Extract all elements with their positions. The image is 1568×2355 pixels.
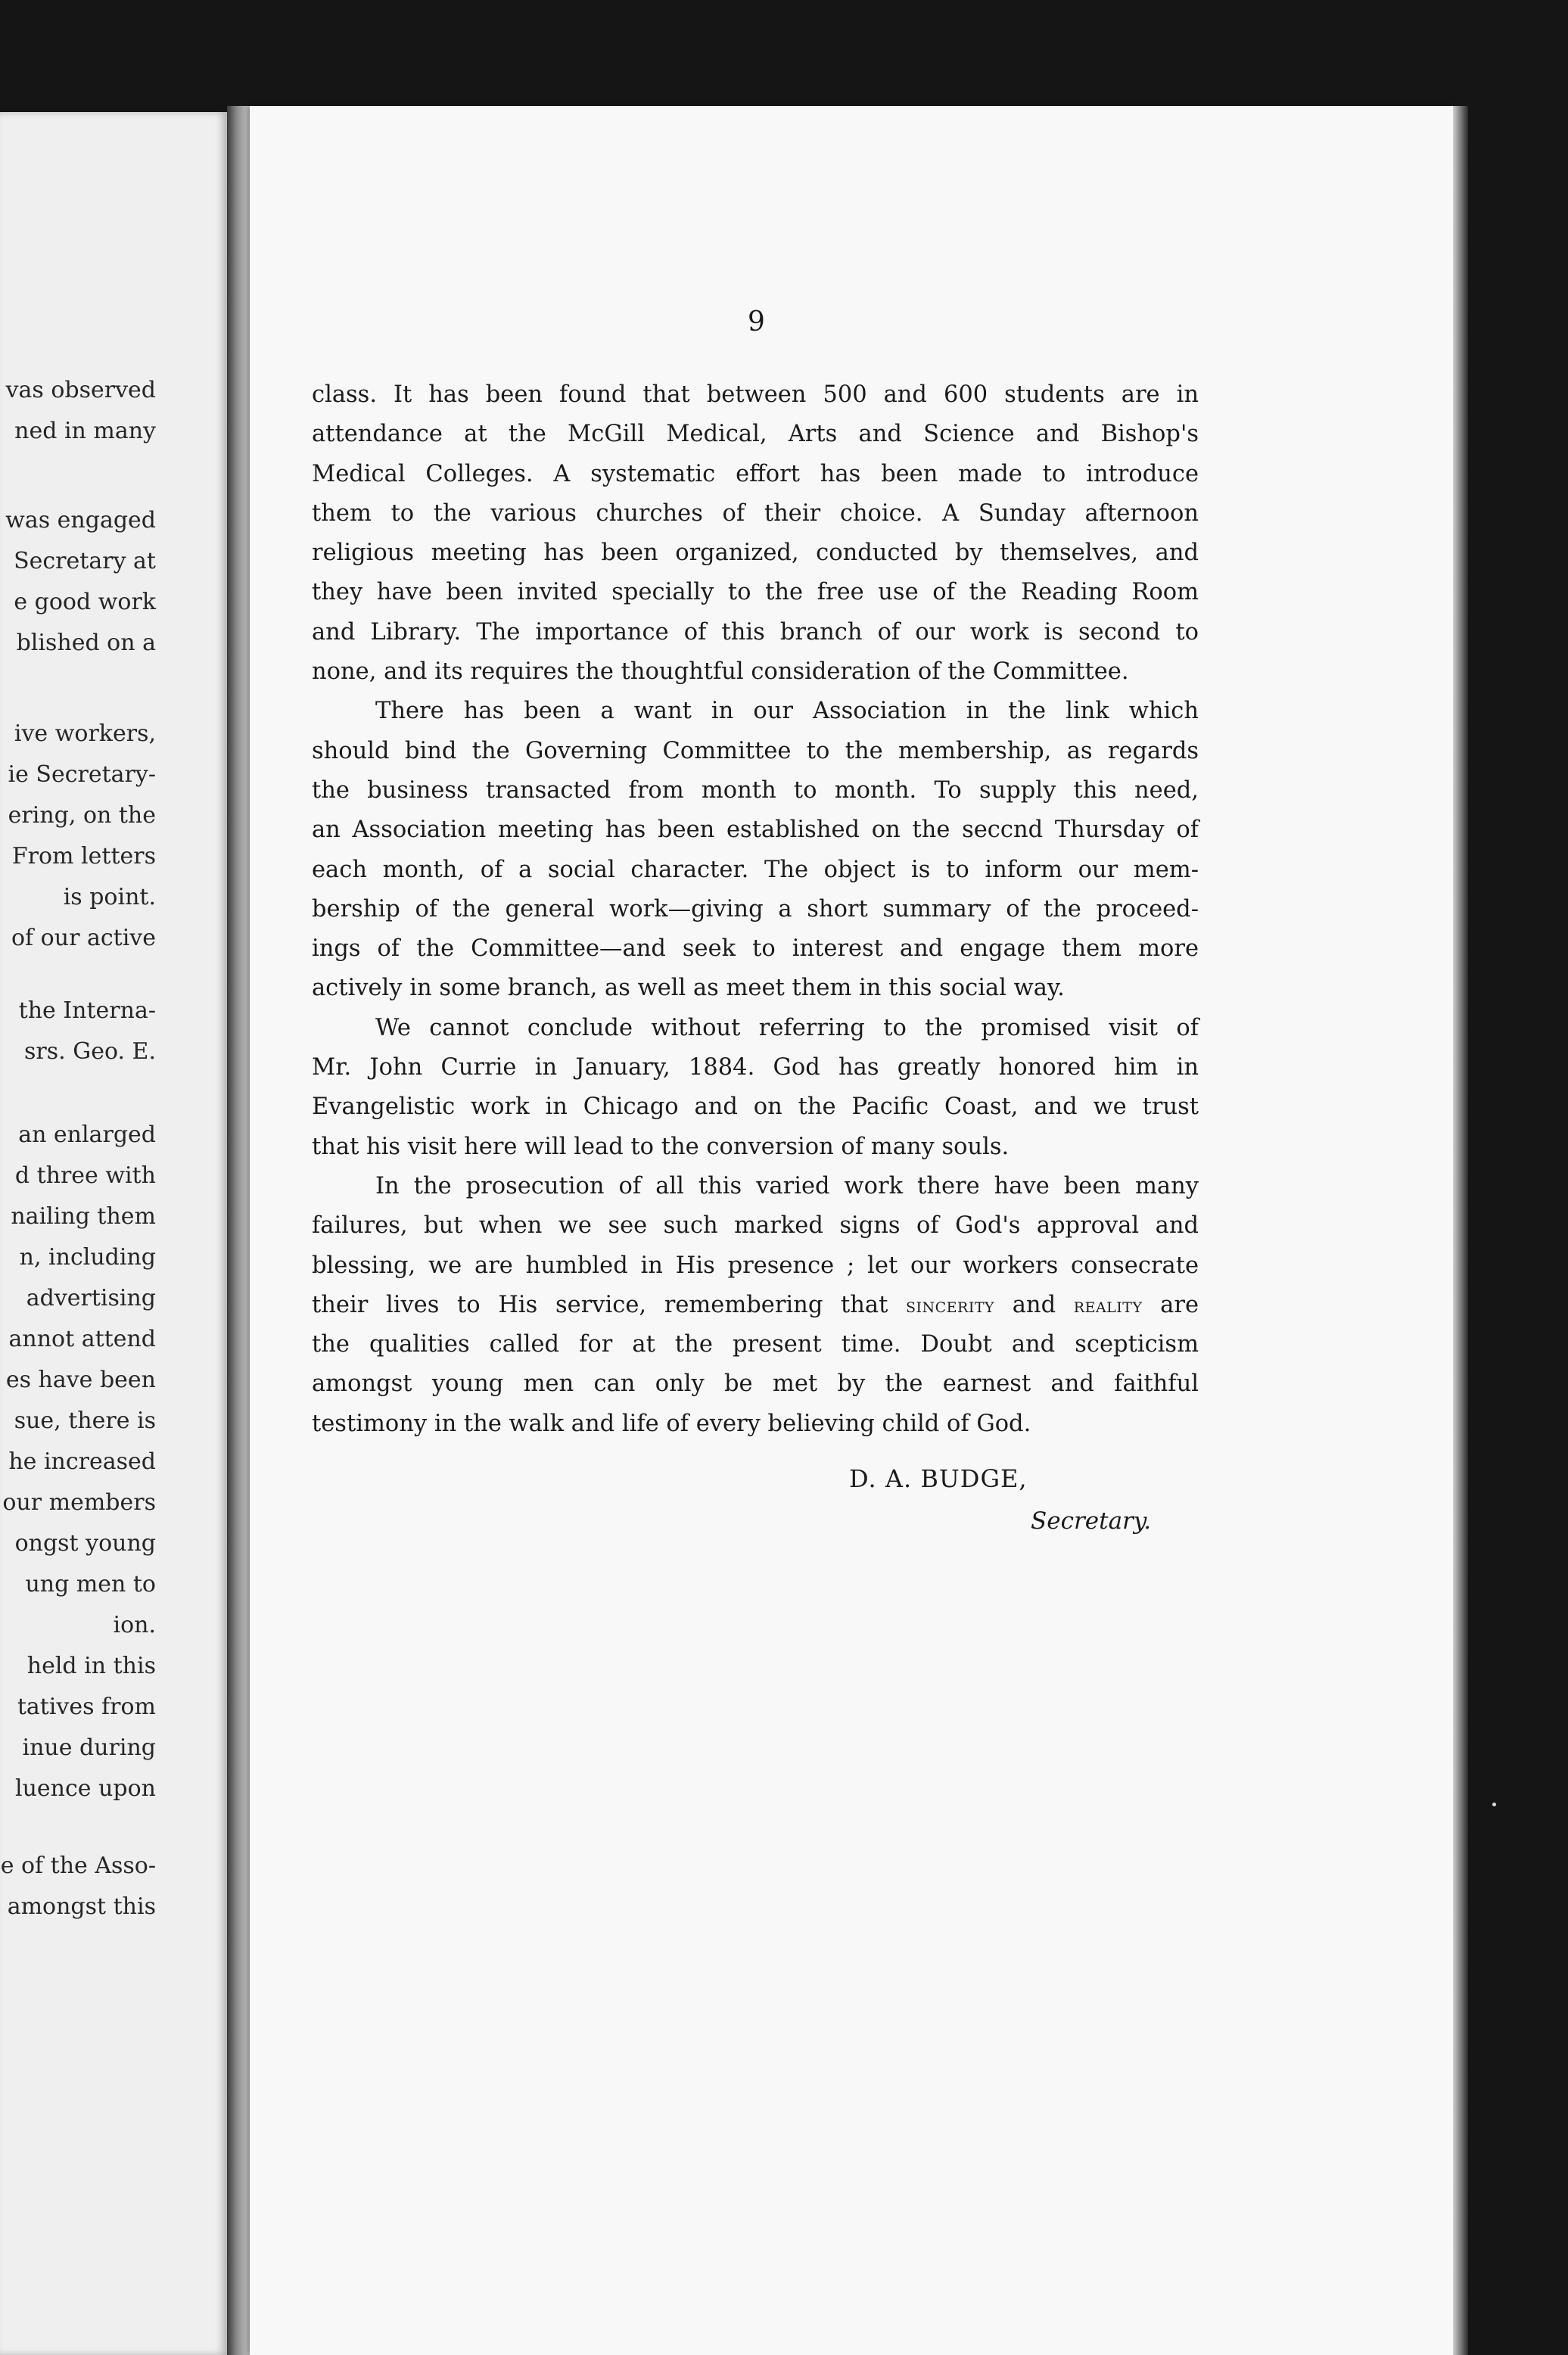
left-page-fragment: of our active [11,925,156,951]
signature-name: D. A. BUDGE, [849,1464,1028,1493]
text-line: failures, but when we see such marked signs of God's approval and [312,1212,1199,1240]
left-page-fragment: ned in many [14,418,156,444]
text-line: amongst young men can only be met by the earnest and faithful [312,1370,1199,1398]
text-line [312,1286,1199,1325]
left-page-fragment: the Interna- [18,997,156,1024]
left-page-fragment: he increased [8,1448,156,1475]
text-line: they have been invited specially to the free use of the Reading Room [312,579,1199,606]
left-page-fragment: ering, on the [8,802,156,829]
line-segment: are [1142,1291,1199,1318]
left-page-fragment: ongst young [14,1530,156,1557]
text-line: Medical Colleges. A systematic effort has been made to introduce [312,460,1199,487]
left-page-fragment: luence upon [15,1775,156,1802]
left-page-fragment: n, including [19,1244,156,1271]
book-gutter [227,106,251,2355]
left-page-fragment: e good work [14,589,156,615]
left-page-fragment: ive workers, [14,720,156,747]
left-page-fragment: srs. Geo. E. [24,1038,156,1065]
left-page-fragment: vas observed [5,377,156,403]
text-line: blessing, we are humbled in His presence ; let our workers consecrate [312,1252,1199,1279]
text-line: bership of the general work—giving a short summary of the proceed- [312,895,1199,922]
text-line: Mr. John Currie in January, 1884. God has greatly honored him in [312,1054,1199,1081]
left-page-fragment: Secretary at [14,548,156,574]
left-page-fragment: is point. [63,884,156,910]
small-caps-word: sincerity [906,1293,995,1317]
left-page-fragment: ung men to [25,1571,156,1597]
left-page-fragment: was engaged [5,507,156,534]
left-page-fragment: ion. [113,1612,156,1638]
text-line: testimony in the walk and life of every believing child of God. [312,1410,1031,1437]
text-line: each month, of a social character. The object is to inform our mem- [312,856,1199,883]
text-line: the business transacted from month to month. To supply this need, [312,776,1199,804]
left-page-fragment: our members [2,1489,156,1516]
left-page-fragment: d three with [14,1162,156,1189]
left-page-fragment: sue, there is [14,1408,156,1434]
paper-speck [1492,1803,1496,1806]
line-segment: and [994,1291,1074,1318]
left-page-fragment: tatives from [17,1694,156,1720]
left-page-fragment: inue during [22,1734,156,1761]
text-line: none, and its requires the thoughtful consideration of the Committee. [312,658,1129,686]
text-line: religious meeting has been organized, conducted by themselves, and [312,540,1199,567]
text-line: Evangelistic work in Chicago and on the Pacific Coast, and we trust [312,1094,1199,1121]
text-line: class. It has been found that between 500 and 600 students are in [312,381,1199,408]
left-page-fragment: es have been [5,1367,156,1393]
text-line: an Association meeting has been established on the seccnd Thursday of [312,817,1199,844]
line-segment: their lives to His service, remembering that [312,1291,906,1318]
left-page-fragment: advertising [26,1285,156,1311]
text-line: the qualities called for at the present time. Doubt and scepticism [312,1331,1199,1358]
left-page-fragment: annot attend [8,1326,156,1352]
small-caps-word: reality [1073,1293,1143,1317]
signature-title: Secretary. [1031,1507,1152,1535]
text-line: actively in some branch, as well as meet them in this social way. [312,975,1065,1002]
body-text [312,375,1199,1444]
left-facing-page [0,112,227,2355]
text-line: and Library. The importance of this branch of our work is second to [312,618,1199,646]
text-line: that his visit here will lead to the conversion of many souls. [312,1133,1010,1160]
left-page-fragment: blished on a [16,630,156,656]
left-page-fragment: ie Secretary- [8,761,156,788]
page-edge-shadow [1453,106,1468,2355]
page-number: 9 [748,306,765,338]
left-page-fragment: e of the Asso- [0,1853,156,1879]
left-page-fragment: amongst this [7,1893,156,1920]
left-page-fragment: nailing them [11,1203,156,1230]
text-line: them to the various churches of their choice. A Sunday afternoon [312,499,1199,527]
text-line: ings of the Committee—and seek to interest and engage them more [312,935,1199,963]
left-page-fragment: held in this [26,1653,156,1679]
text-line: There has been a want in our Association in the link which [375,698,1199,725]
left-page-fragment: From letters [11,843,156,870]
text-line: In the prosecution of all this varied work there have been many [375,1172,1199,1199]
text-line: We cannot conclude without referring to the promised visit of [375,1014,1199,1041]
left-page-fragment: an enlarged [18,1122,156,1148]
text-line: should bind the Governing Committee to the membership, as regards [312,737,1199,764]
text-line: attendance at the McGill Medical, Arts and Science and Bishop's [312,421,1199,448]
